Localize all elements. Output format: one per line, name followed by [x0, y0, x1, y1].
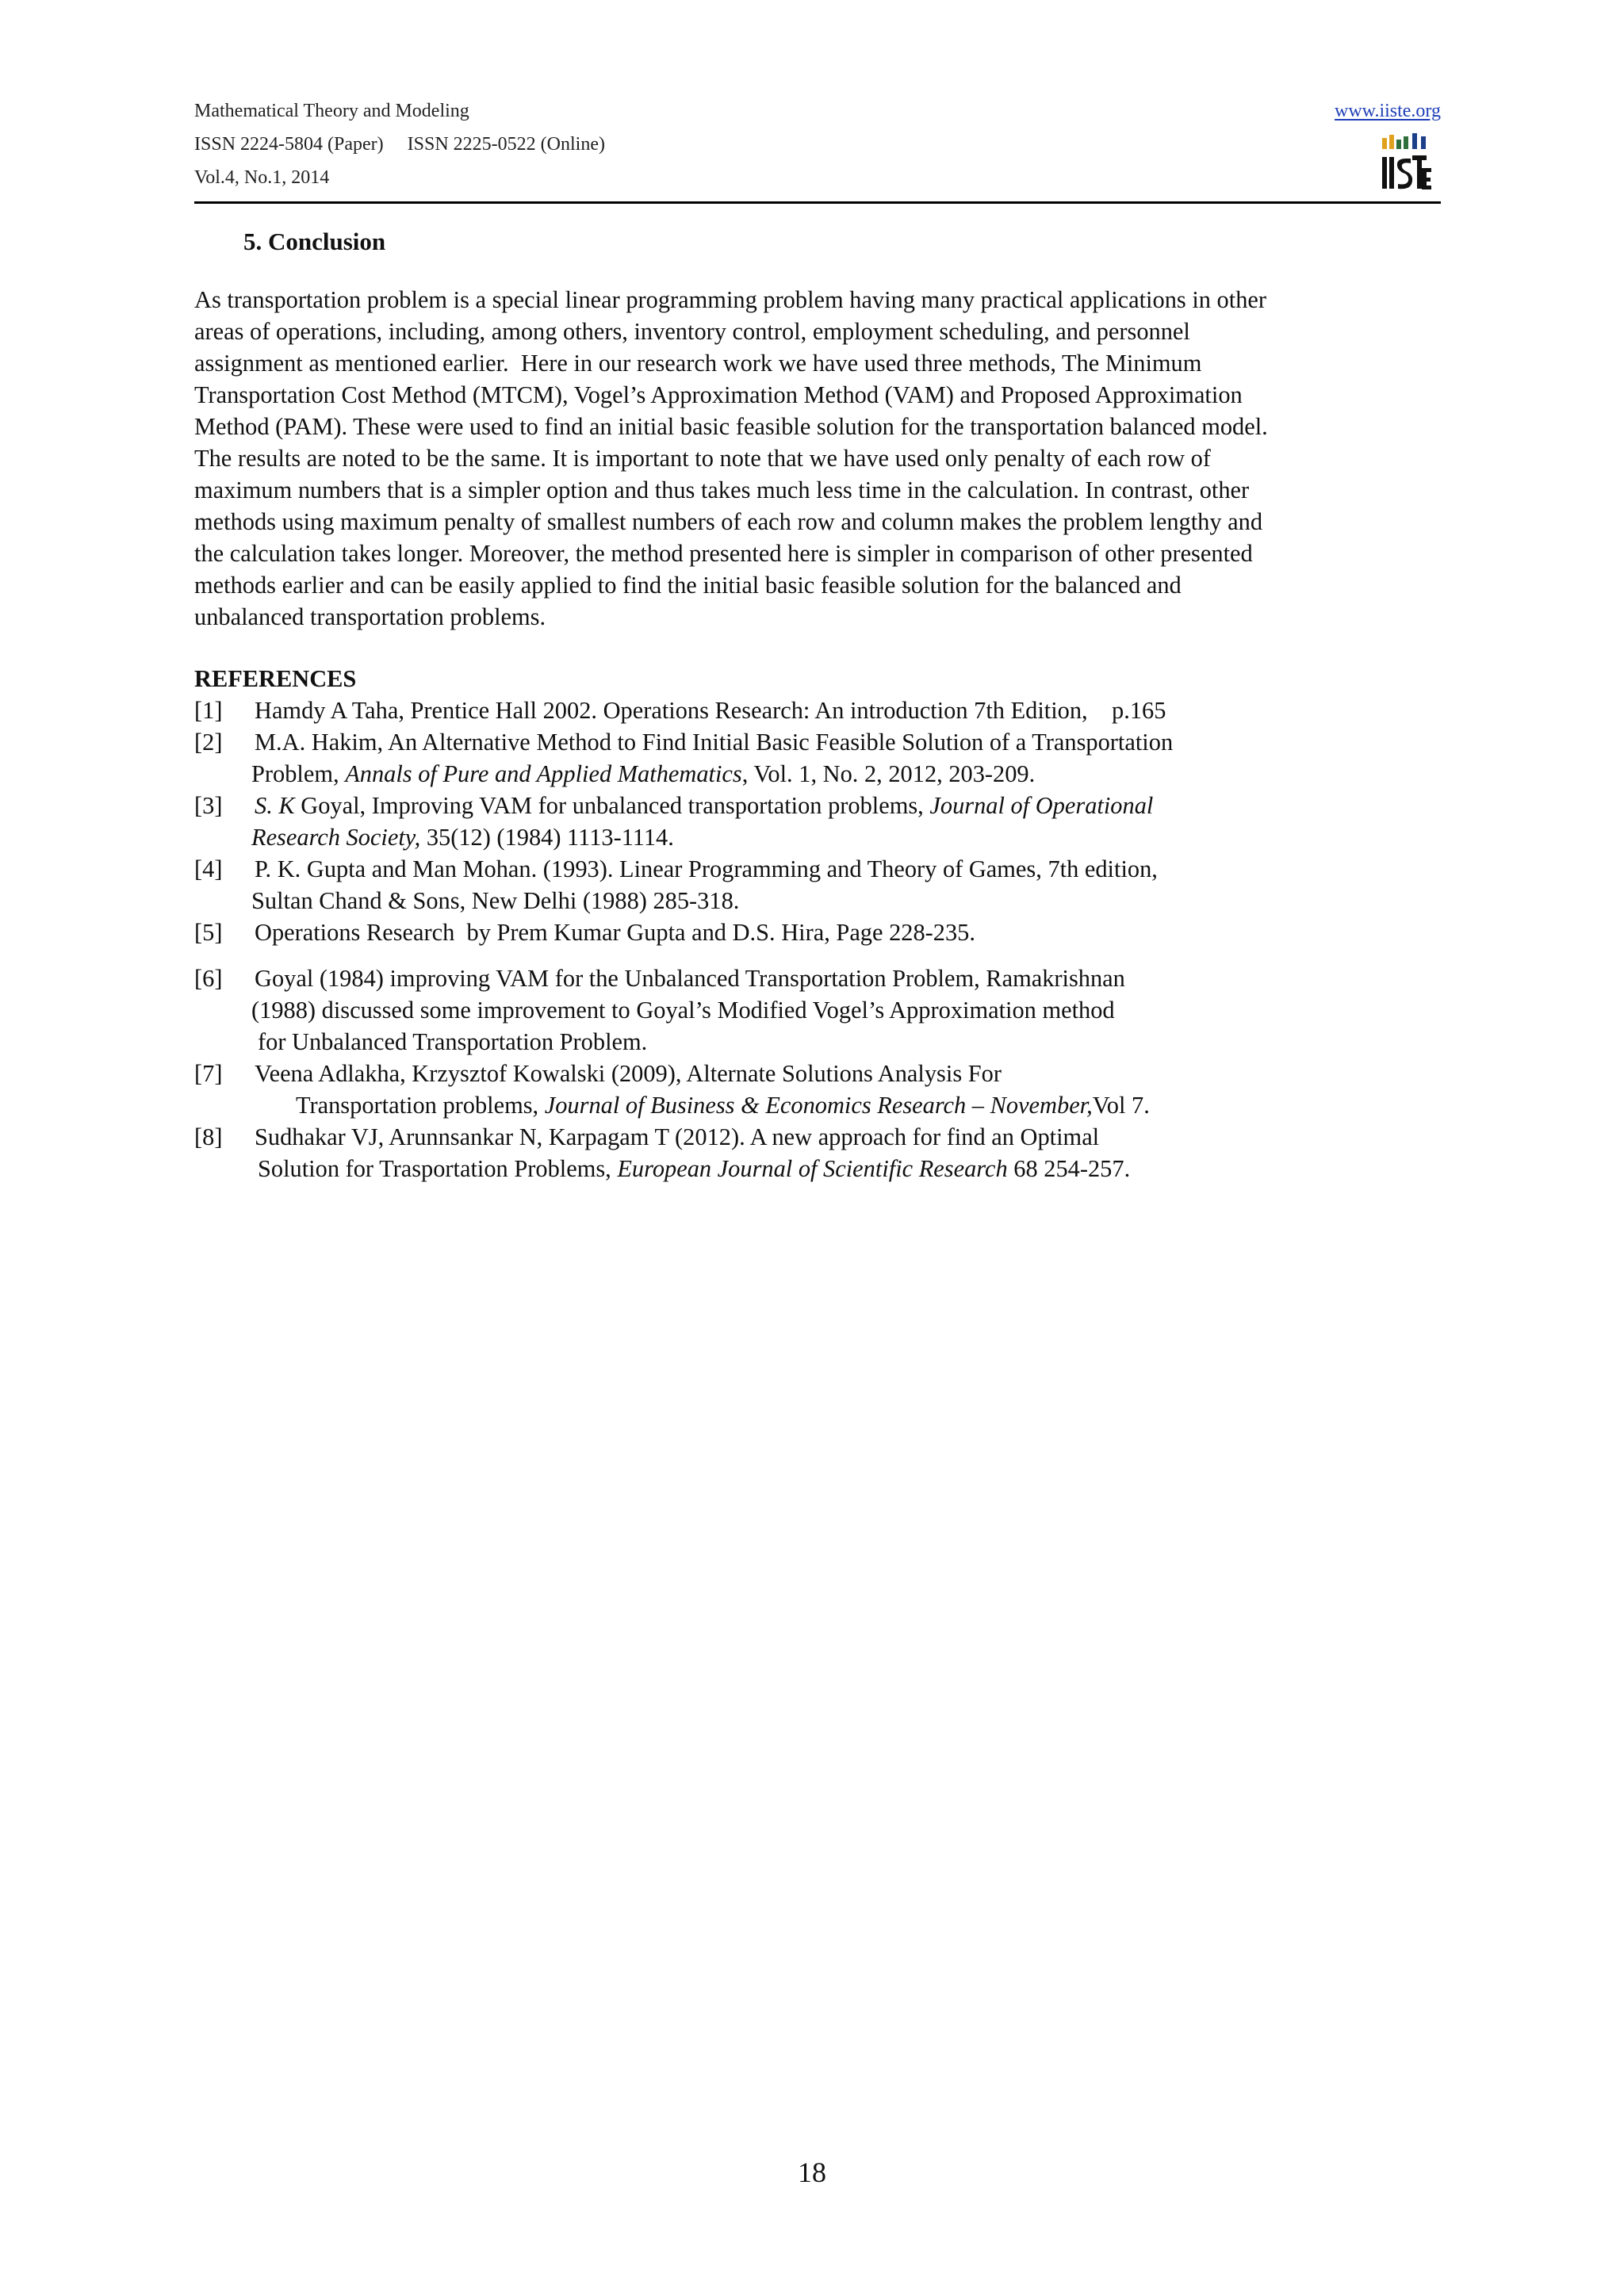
reference-text-continued [194, 1153, 1455, 1184]
reference-text-plain: 35(12) (1984) 1113-1114. [420, 824, 674, 851]
reference-text-plain: , Vol. 1, No. 2, 2012, 203-209. [741, 760, 1036, 787]
reference-text-plain: Transportation problems, [296, 1092, 545, 1119]
paragraph-line: As transportation problem is a special linear programming problem having many practical applications in other [194, 286, 1266, 313]
website-link[interactable]: www.iiste.org [1335, 101, 1441, 121]
conclusion-paragraph [194, 284, 1455, 633]
paragraph-line: maximum numbers that is a simpler option and thus takes much less time in the calculation. In contrast, other [194, 476, 1250, 503]
reference-text-plain: Solution for Trasportation Problems, [258, 1155, 618, 1182]
reference-list [194, 695, 1455, 1184]
page-number: 18 [798, 2156, 826, 2188]
reference-journal-title: Annals of Pure and Applied Mathematics [345, 760, 742, 787]
reference-text-continued: Sultan Chand & Sons, New Delhi (1988) 285-318. [251, 887, 740, 914]
reference-text: Sudhakar VJ, Arunnsankar N, Karpagam T (2012). A new approach for find an Optimal [255, 1123, 1100, 1150]
reference-number: [1] [194, 697, 223, 724]
paragraph-line: methods using maximum penalty of smallest numbers of each row and column makes the problem lengthy and [194, 508, 1263, 535]
reference-item [194, 962, 1455, 1058]
reference-text: Veena Adlakha, Krzysztof Kowalski (2009), Alternate Solutions Analysis For [255, 1060, 1002, 1087]
reference-journal-title: European Journal of Scientific Research [617, 1155, 1008, 1182]
reference-number: [2] [194, 729, 223, 756]
paragraph-line: the calculation takes longer. Moreover, the method presented here is simpler in comparison of other presented [194, 540, 1253, 567]
reference-number: [3] [194, 792, 223, 819]
reference-text: Operations Research by Prem Kumar Gupta and D.S. Hira, Page 228-235. [255, 919, 975, 946]
reference-number: [4] [194, 855, 223, 882]
reference-text-continued: (1988) discussed some improvement to Goyal’s Modified Vogel’s Approximation method [251, 997, 1115, 1024]
journal-name: Mathematical Theory and Modeling [194, 101, 469, 121]
paragraph-line: unbalanced transportation problems. [194, 603, 546, 630]
paragraph-line: The results are noted to be the same. It is important to note that we have used only penalty of each row of [194, 445, 1211, 472]
reference-number: [8] [194, 1123, 223, 1150]
reference-item [194, 1121, 1455, 1184]
iiste-logo [1382, 133, 1431, 192]
paragraph-line: areas of operations, including, among others, inventory control, employment scheduling, and personnel [194, 318, 1190, 345]
paragraph-line: methods earlier and can be easily applied to find the initial basic feasible solution for the balanced and [194, 572, 1182, 599]
reference-text: M.A. Hakim, An Alternative Method to Find Initial Basic Feasible Solution of a Transportation [255, 729, 1174, 756]
paragraph-line: assignment as mentioned earlier. Here in our research work we have used three methods, The Minimum [194, 350, 1202, 377]
reference-text: Hamdy A Taha, Prentice Hall 2002. Operations Research: An introduction 7th Edition, p.165 [255, 697, 1166, 724]
reference-item [194, 916, 1455, 948]
reference-number: [7] [194, 1060, 223, 1087]
reference-text-plain: Goyal, Improving VAM for unbalanced transportation problems, [294, 792, 930, 819]
reference-spacer [194, 948, 1455, 962]
reference-journal-title: Journal of Operational [929, 792, 1154, 819]
reference-text-continued [194, 758, 1455, 790]
reference-item [194, 853, 1455, 916]
running-header [194, 98, 1441, 204]
reference-text-plain: 68 254-257. [1007, 1155, 1131, 1182]
reference-number: [6] [194, 965, 223, 992]
reference-text-plain: Vol 7. [1092, 1092, 1150, 1119]
paragraph-line: Transportation Cost Method (MTCM), Vogel’s Approximation Method (VAM) and Proposed Approximation [194, 381, 1243, 408]
reference-item [194, 726, 1455, 790]
reference-text-continued [194, 821, 1455, 853]
reference-item [194, 790, 1455, 853]
reference-number: [5] [194, 919, 223, 946]
reference-text-plain: Problem, [251, 760, 346, 787]
reference-text [194, 790, 1455, 821]
volume-line: Vol.4, No.1, 2014 [194, 167, 330, 188]
issn-line: ISSN 2224-5804 (Paper) ISSN 2225-0522 (Online) [194, 134, 605, 155]
reference-journal-title: Research Society, [251, 824, 421, 851]
reference-text: P. K. Gupta and Man Mohan. (1993). Linear Programming and Theory of Games, 7th edition, [255, 855, 1158, 882]
reference-item [194, 1058, 1455, 1121]
page-body [194, 224, 1455, 1184]
section-heading: 5. Conclusion [243, 228, 386, 255]
reference-author-italic: S. K [255, 792, 295, 819]
reference-text-continued [194, 1089, 1455, 1121]
reference-text-continued: for Unbalanced Transportation Problem. [258, 1028, 648, 1055]
paragraph-line: Method (PAM). These were used to find an initial basic feasible solution for the transportation balanced model. [194, 413, 1268, 440]
reference-journal-title: Journal of Business & Economics Research – November, [544, 1092, 1093, 1119]
reference-text: Goyal (1984) improving VAM for the Unbalanced Transportation Problem, Ramakrishnan [255, 965, 1125, 992]
references-heading: REFERENCES [194, 665, 357, 692]
reference-item [194, 695, 1455, 726]
